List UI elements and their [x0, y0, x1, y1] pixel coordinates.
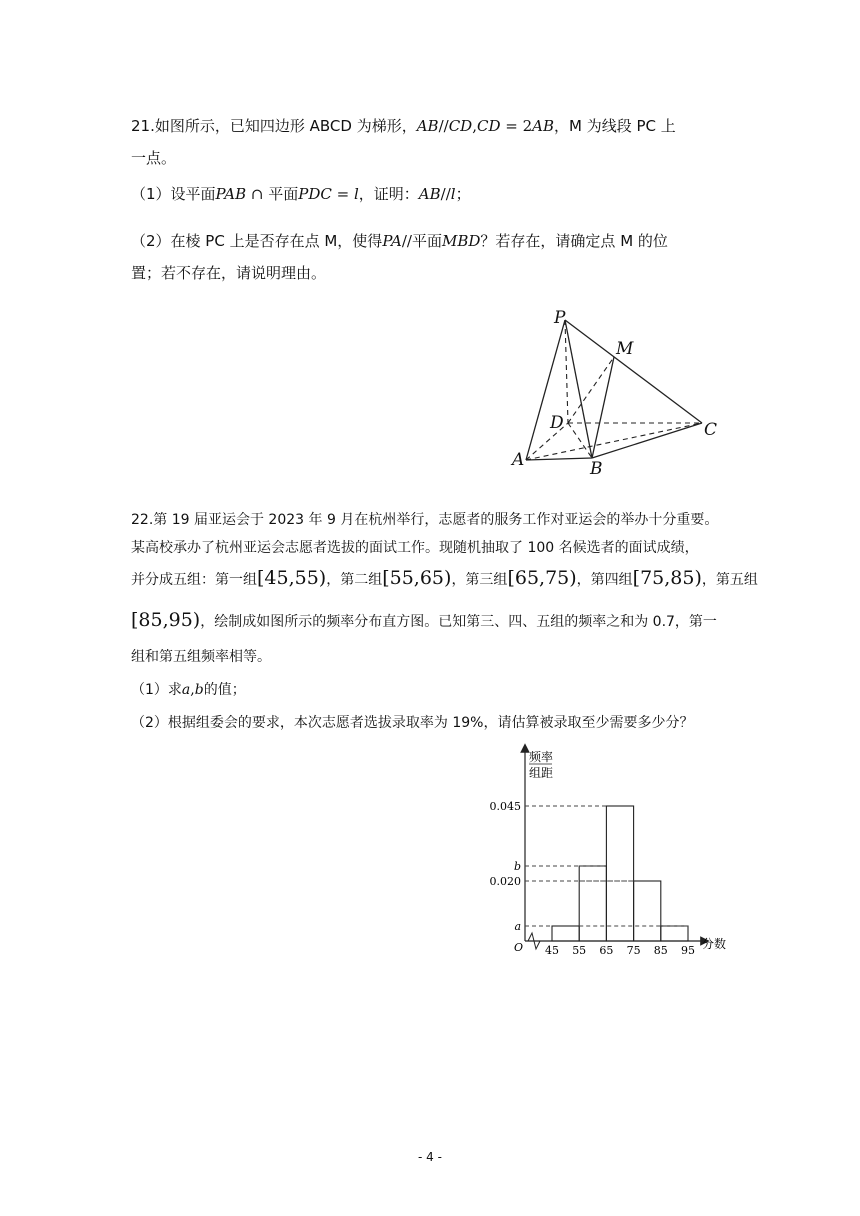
- label-C: C: [704, 420, 718, 440]
- q22-part2: （2）根据组委会的要求，本次志愿者选拔录取率为 19%，请估算被录取至少需要多少分？: [131, 715, 694, 731]
- x-tick-label: 65: [599, 944, 614, 957]
- x-tick-label: 75: [626, 944, 641, 957]
- y-label-bottom: 组距: [529, 766, 554, 780]
- label-A: A: [512, 450, 525, 470]
- label-D: D: [550, 413, 564, 433]
- q22-line5: 组和第五组频率相等。: [131, 649, 271, 665]
- q22-line3: 并分成五组：第一组[45,55)，第二组[55,65)，第三组[65,75)，第四组[75,85)，第五组: [131, 567, 758, 589]
- origin-label: O: [514, 941, 524, 954]
- edge-BC: [592, 423, 702, 458]
- histogram-bar: [579, 866, 606, 941]
- label-B: B: [590, 459, 603, 479]
- frequency-histogram: [480, 740, 740, 960]
- edge-PB: [565, 320, 592, 458]
- y-tick-label: b: [513, 860, 521, 873]
- y-label-top: 频率: [529, 750, 554, 764]
- histogram-bar: [606, 806, 633, 941]
- x-axis-label: 分数: [702, 937, 727, 951]
- edge-PA: [526, 320, 565, 460]
- q22-line1: 22.第 19 届亚运会于 2023 年 9 月在杭州举行，志愿者的服务工作对亚运会的举办十分重要。: [131, 512, 719, 528]
- label-P: P: [554, 308, 566, 328]
- page-number: - 4 -: [418, 1150, 442, 1164]
- x-tick-label: 45: [545, 944, 559, 957]
- q22-line4: [85,95)，绘制成如图所示的频率分布直方图。已知第三、四、五组的频率之和为 0.7，第一: [131, 609, 717, 631]
- y-tick-label: 0.020: [489, 875, 521, 888]
- x-tick-label: 95: [681, 944, 695, 957]
- q22-line2: 某高校承办了杭州亚运会志愿者选拔的面试工作。现随机抽取了 100 名候选者的面试成绩，: [131, 540, 699, 556]
- histogram-bar: [552, 926, 579, 941]
- q21-part2-cont: 置；若不存在，请说明理由。: [131, 264, 327, 282]
- q21-line2: 一点。: [131, 149, 177, 167]
- q21-part2: （2）在棱 PC 上是否存在点 M，使得PA//平面MBD？若存在，请确定点 M 的位: [131, 232, 668, 250]
- segment-BM: [592, 357, 614, 458]
- q22-part1: （1）求a,b的值；: [131, 682, 246, 698]
- x-tick-label: 55: [572, 944, 587, 957]
- q21-line1: 21.如图所示，已知四边形 ABCD 为梯形，AB//CD,CD = 2AB，M 为线段 PC 上: [131, 117, 676, 135]
- y-tick-label: a: [514, 920, 521, 933]
- histogram-bar: [661, 926, 688, 941]
- q21-part1: （1）设平面PAB ∩ 平面PDC = l，证明：AB//l；: [131, 185, 471, 203]
- edge-PC: [565, 320, 702, 423]
- x-tick-label: 85: [653, 944, 668, 957]
- label-M: M: [616, 339, 634, 359]
- histogram-bar: [634, 881, 661, 941]
- pyramid-figure: [500, 300, 730, 480]
- y-tick-label: 0.045: [489, 800, 521, 813]
